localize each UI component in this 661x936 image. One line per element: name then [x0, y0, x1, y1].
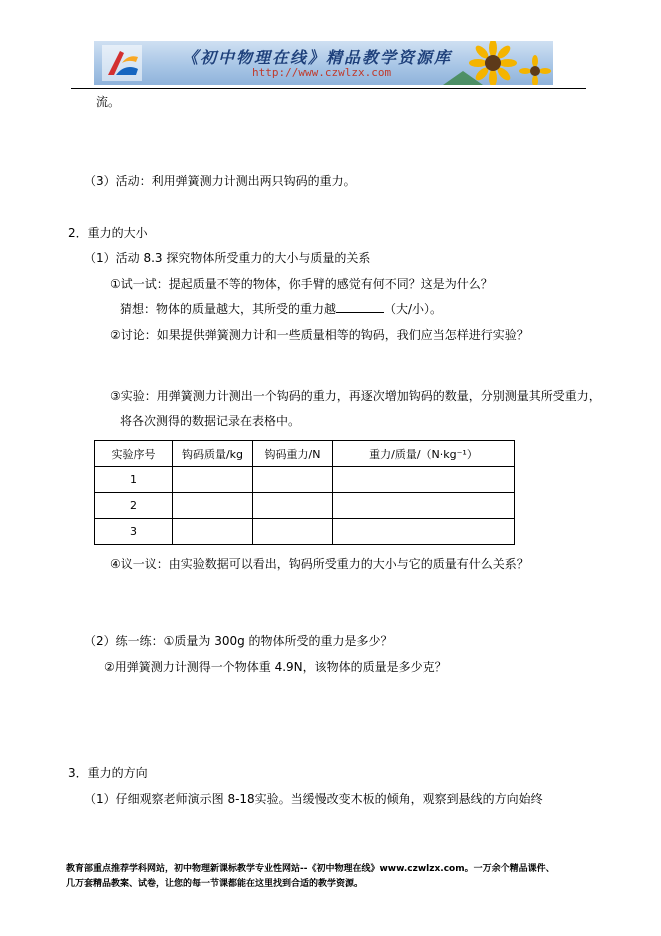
- table-cell[interactable]: [173, 493, 253, 519]
- table-row: [95, 493, 515, 519]
- experiment-table: [94, 440, 515, 545]
- table-header: 实验序号: [95, 441, 173, 467]
- sunflower-icon: [443, 41, 553, 85]
- try-it-question: ①试一试：提起质量不等的物体，你手臂的感觉有何不同？这是为什么？: [110, 277, 493, 291]
- section-3-title: 3．重力的方向: [68, 766, 148, 780]
- experiment-line-2: 将各次测得的数据记录在表格中。: [120, 414, 301, 428]
- discuss-2-question: ④议一议：由实验数据可以看出，钩码所受重力的大小与它的质量有什么关系？: [110, 557, 529, 571]
- practice-2: ②用弹簧测力计测得一个物体重 4.9N，该物体的质量是多少克？: [104, 660, 447, 674]
- activity-3: （3）活动：利用弹簧测力计测出两只钩码的重力。: [84, 174, 356, 188]
- page-footer: [66, 862, 606, 892]
- header-rule: [71, 88, 586, 89]
- guess-line: [120, 301, 442, 316]
- table-row: [95, 467, 515, 493]
- table-cell: 2: [95, 493, 173, 519]
- site-logo-icon: [102, 45, 142, 81]
- table-cell[interactable]: [173, 519, 253, 545]
- header-banner: [94, 41, 553, 85]
- table-cell[interactable]: [173, 467, 253, 493]
- discuss-question: ②讨论：如果提供弹簧测力计和一些质量相等的钩码，我们应当怎样进行实验？: [110, 328, 529, 342]
- table-cell[interactable]: [333, 467, 515, 493]
- table-cell[interactable]: [333, 519, 515, 545]
- answer-blank[interactable]: [336, 301, 384, 313]
- table-header: 钩码质量/kg: [173, 441, 253, 467]
- table-row: [95, 519, 515, 545]
- table-header-row: [95, 441, 515, 467]
- footer-line-1: 教育部重点推荐学科网站，初中物理新课标教学专业性网站--《初中物理在线》www.czwlzx.com。一万余个精品课件、: [66, 864, 555, 874]
- table-cell[interactable]: [253, 467, 333, 493]
- practice-1: （2）练一练：①质量为 300g 的物体所受的重力是多少？: [84, 634, 393, 648]
- activity-8-3: （1）活动 8.3 探究物体所受重力的大小与质量的关系: [84, 251, 371, 265]
- table-cell[interactable]: [333, 493, 515, 519]
- table-cell: 3: [95, 519, 173, 545]
- table-cell[interactable]: [253, 519, 333, 545]
- experiment-line-1: ③实验：用弹簧测力计测出一个钩码的重力，再逐次增加钩码的数量，分别测量其所受重力，: [110, 389, 601, 403]
- banner-url[interactable]: http://www.czwlzx.com: [252, 66, 392, 79]
- table-header: 重力/质量/（N·kg⁻¹）: [333, 441, 515, 467]
- footer-line-2: 几万套精品教案、试卷，让您的每一节课都能在这里找到合适的教学资源。: [66, 879, 364, 889]
- table-header: 钩码重力/N: [253, 441, 333, 467]
- continued-text: 流。: [96, 95, 121, 109]
- table-cell[interactable]: [253, 493, 333, 519]
- observe-text: （1）仔细观察老师演示图 8-18实验。当缓慢改变木板的倾角，观察到悬线的方向始终: [84, 792, 543, 806]
- guess-prefix: 猜想：物体的质量越大，其所受的重力越: [120, 302, 337, 316]
- section-2-title: 2．重力的大小: [68, 226, 148, 240]
- table-cell: 1: [95, 467, 173, 493]
- banner-title: 《初中物理在线》精品教学资源库: [182, 48, 453, 67]
- guess-suffix: （大/小）。: [384, 302, 443, 316]
